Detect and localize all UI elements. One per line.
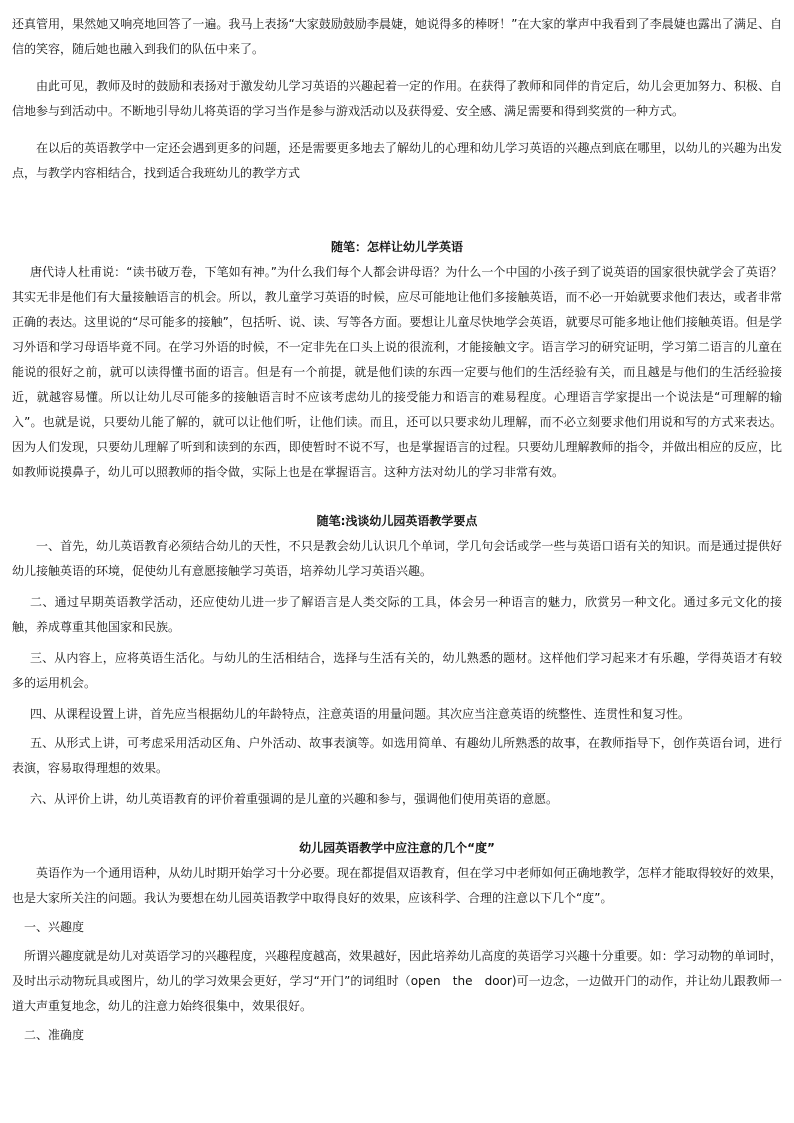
- section-2-item-4: 四、从课程设置上讲，首先应当根据幼儿的年龄特点，注意英语的用量问题。其次应当注意英语的统整性、连贯性和复习性。: [30, 707, 691, 721]
- section-3-paragraph-2: 所谓兴趣度就是幼儿对英语学习的兴趣程度，兴趣程度越高，效果越好，因此培养幼儿高度的英语学习兴趣十分重要。如：学习动物的单词时，及时出示动物玩具或图片，幼儿的学习效果会更好，学习“开门”的词组时（open the door)可一边念，一边做开门的动作，并让幼儿跟教师一道大声重复地念，幼儿的注意力始终很集中，效果很好。: [12, 949, 782, 1013]
- section-3-subheading-1: 一、兴趣度: [24, 920, 85, 934]
- section-3-subheading-2: 二、准确度: [24, 1028, 85, 1042]
- section-2-item-6: 六、从评价上讲，幼儿英语教育的评价着重强调的是儿童的兴趣和参与，强调他们使用英语的意愿。: [30, 792, 559, 806]
- intro-paragraph-2: 由此可见，教师及时的鼓励和表扬对于激发幼儿学习英语的兴趣起着一定的作用。在获得了教师和同伴的肯定后，幼儿会更加努力、积极、自信地参与到活动中。不断地引导幼儿将英语的学习当作是参与游戏活动以及获得爱、安全感、满足需要和得到奖赏的一种方式。: [12, 79, 782, 118]
- section-2-item-2: 二、通过早期英语教学活动，还应使幼儿进一步了解语言是人类交际的工具，体会另一种语言的魅力，欣赏另一种文化。通过多元文化的接触，养成尊重其他国家和民族。: [12, 595, 782, 634]
- section-3-paragraph-1: 英语作为一个通用语种，从幼儿时期开始学习十分必要。现在都提倡双语教育，但在学习中老师如何正确地教学，怎样才能取得较好的效果，也是大家所关注的问题。我认为要想在幼儿园英语教学中取得良好的效果，应该科学、合理的注意以下几个“度”。: [12, 866, 782, 905]
- section-1-title: 随笔：怎样让幼儿学英语: [330, 240, 463, 254]
- section-2-item-1: 一、首先，幼儿英语教育必须结合幼儿的天性，不只是教会幼儿认识几个单词，学几句会话或学一些与英语口语有关的知识。而是通过提供好幼儿接触英语的环境，促使幼儿有意愿接触学习英语，培养幼儿学习英语兴趣。: [12, 539, 782, 578]
- intro-paragraph-1: 还真管用，果然她又响亮地回答了一遍。我马上表扬“大家鼓励鼓励李晨婕，她说得多的棒呀！”在大家的掌声中我看到了李晨婕也露出了满足、自信的笑容，随后她也融入到我们的队伍中来了。: [12, 17, 782, 56]
- section-1-paragraph: 唐代诗人杜甫说：“读书破万卷，下笔如有神。”为什么我们每个人都会讲母语？为什么一个中国的小孩子到了说英语的国家很快就学会了英语？其实无非是他们有大量接触语言的机会。所以，教儿童学习英语的时候，应尽可能地让他们多接触英语，而不必一开始就要求他们表达，或者非常正确的表达。这里说的“尽可能多的接触”，包括听、说、读、写等各方面。要想让儿童尽快地学会英语，就要尽可能多地让他们接触英语。但是学习外语和学习母语毕竟不同。在学习外语的时候，不一定非先在口头上说的很流利，才能接触文字。语言学习的研究证明，学习第二语言的儿童在能说的很好之前，就可以读得懂书面的语言。但是有一个前提，就是他们读的东西一定要与他们的生活经验有关，而且越是与他们的生活经验接近，就越容易懂。所以让幼儿尽可能多的接触语言时不应该考虑幼儿的接受能力和语言的难易程度。心理语言学家提出一个说法是“可理解的输入”。也就是说，只要幼儿能了解的，就可以让他们听，让他们读。而且，还可以只要求幼儿理解，而不必立刻要求他们用说和写的方式来表达。因为人们发现，只要幼儿理解了听到和读到的东西，即使暂时不说不写，也是掌握语言的过程。只要幼儿理解教师的指令，并做出相应的反应，比如教师说摸鼻子，幼儿可以照教师的指令做，实际上也是在掌握语言。这种方法对幼儿的学习非常有效。: [12, 265, 782, 479]
- section-2-title: 随笔:浅谈幼儿园英语教学要点: [316, 514, 478, 528]
- intro-paragraph-3: 在以后的英语教学中一定还会遇到更多的问题，还是需要更多地去了解幼儿的心理和幼儿学习英语的兴趣点到底在哪里，以幼儿的兴趣为出发点，与教学内容相结合，找到适合我班幼儿的教学方式: [12, 141, 782, 180]
- section-2-item-3: 三、从内容上，应将英语生活化。与幼儿的生活相结合，选择与生活有关的，幼儿熟悉的题材。这样他们学习起来才有乐趣，学得英语才有较多的运用机会。: [12, 651, 782, 690]
- section-3-title: 幼儿园英语教学中应注意的几个“度”: [299, 841, 495, 855]
- document-page: [12, 12, 782, 1048]
- section-2-item-5: 五、从形式上讲，可考虑采用活动区角、户外活动、故事表演等。如选用简单、有趣幼儿所熟悉的故事，在教师指导下，创作英语台词，进行表演，容易取得理想的效果。: [12, 736, 782, 775]
